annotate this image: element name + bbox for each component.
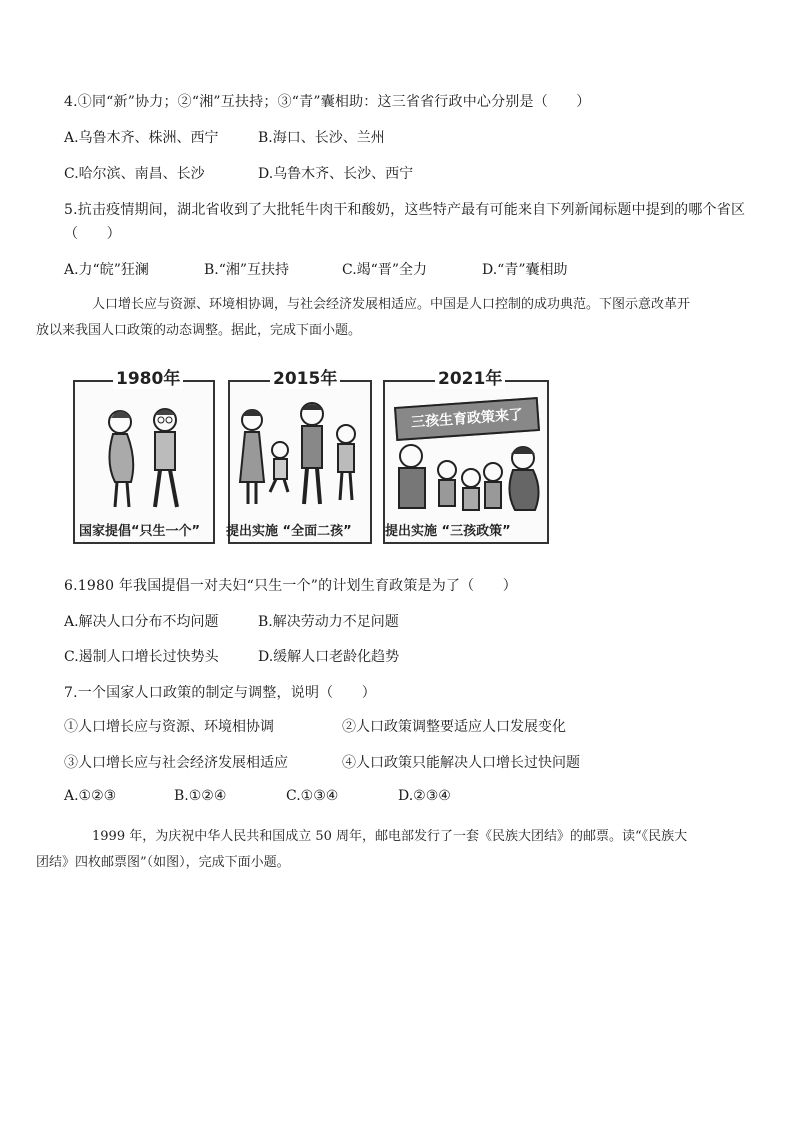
q7-stem: 7.一个国家人口政策的制定与调整，说明（ ） — [64, 685, 376, 701]
q7-statement-2: ②人口政策调整要适应人口发展变化 — [342, 719, 566, 735]
q6-option-d: D.缓解人口老龄化趋势 — [258, 649, 400, 665]
q6-stem: 6.1980 年我国提倡一对夫妇“只生一个”的计划生育政策是为了（ ） — [64, 578, 517, 594]
q5-paren: （ ） — [64, 226, 121, 242]
q6-option-a: A.解决人口分布不均问题 — [64, 614, 219, 630]
q7-option-d: D.②③④ — [398, 788, 451, 804]
couple-illustration — [75, 382, 213, 542]
panel-1980-caption: 国家提倡“只生一个” — [79, 524, 201, 539]
cartoon-panel-1980 — [73, 369, 215, 544]
q7-statement-3: ③人口增长应与社会经济发展相适应 — [64, 755, 288, 771]
q4-option-d: D.乌鲁木齐、长沙、西宁 — [258, 166, 414, 182]
q7-statement-4: ④人口政策只能解决人口增长过快问题 — [342, 755, 580, 771]
q4-option-a: A.乌鲁木齐、株洲、西宁 — [64, 130, 219, 146]
intro-paragraph-stamps — [36, 824, 734, 876]
intro1-line2: 放以来我国人口政策的动态调整。据此，完成下面小题。 — [36, 323, 362, 338]
q5-option-a: A.力“皖”狂澜 — [64, 262, 149, 278]
q5-option-d: D.“青”囊相助 — [482, 262, 568, 278]
panel-2015-year: 2015年 — [270, 364, 340, 389]
family-three-children-illustration — [385, 382, 547, 542]
q7-statement-1: ①人口增长应与资源、环境相协调 — [64, 719, 274, 735]
q7-option-a: A.①②③ — [64, 788, 117, 804]
q7-option-c: C.①③④ — [286, 788, 339, 804]
q5-option-b: B.“湘”互扶持 — [204, 262, 290, 278]
q4-option-b: B.海口、长沙、兰州 — [258, 130, 385, 146]
family-two-children-illustration — [230, 382, 370, 542]
cartoon-panel-2015 — [226, 369, 372, 544]
intro-paragraph-population — [36, 292, 734, 344]
intro1-line1: 人口增长应与资源、环境相协调，与社会经济发展相适应。中国是人口控制的成功典范。下图示意改革开 — [92, 297, 691, 312]
q4-stem: 4.①同“新”协力；②“湘”互扶持；③“青”囊相助：这三省省行政中心分别是（ ） — [64, 94, 591, 110]
panel-1980-year: 1980年 — [113, 364, 183, 389]
intro2-line1: 1999 年，为庆祝中华人民共和国成立 50 周年，邮电部发行了一套《民族大团结》的邮票。读“《民族大 — [92, 829, 688, 844]
panel-2021-year: 2021年 — [435, 364, 505, 389]
intro2-line2: 团结》四枚邮票图”（如图），完成下面小题。 — [36, 855, 290, 870]
q5-option-c: C.竭“晋”全力 — [342, 262, 427, 278]
panel-2015-caption: 提出实施 “全面二孩” — [226, 524, 352, 539]
cartoon-panel-2021 — [383, 369, 549, 544]
q4-option-c: C.哈尔滨、南昌、长沙 — [64, 166, 205, 182]
q7-option-b: B.①②④ — [174, 788, 227, 804]
policy-banner: 三孩生育政策来了 — [394, 397, 540, 441]
panel-2021-caption: 提出实施 “三孩政策” — [385, 524, 511, 539]
q6-option-b: B.解决劳动力不足问题 — [258, 614, 399, 630]
q5-stem: 5.抗击疫情期间，湖北省收到了大批牦牛肉干和酸奶，这些特产最有可能来自下列新闻标题中提到的哪个省区 — [64, 202, 746, 218]
q6-option-c: C.遏制人口增长过快势头 — [64, 649, 219, 665]
